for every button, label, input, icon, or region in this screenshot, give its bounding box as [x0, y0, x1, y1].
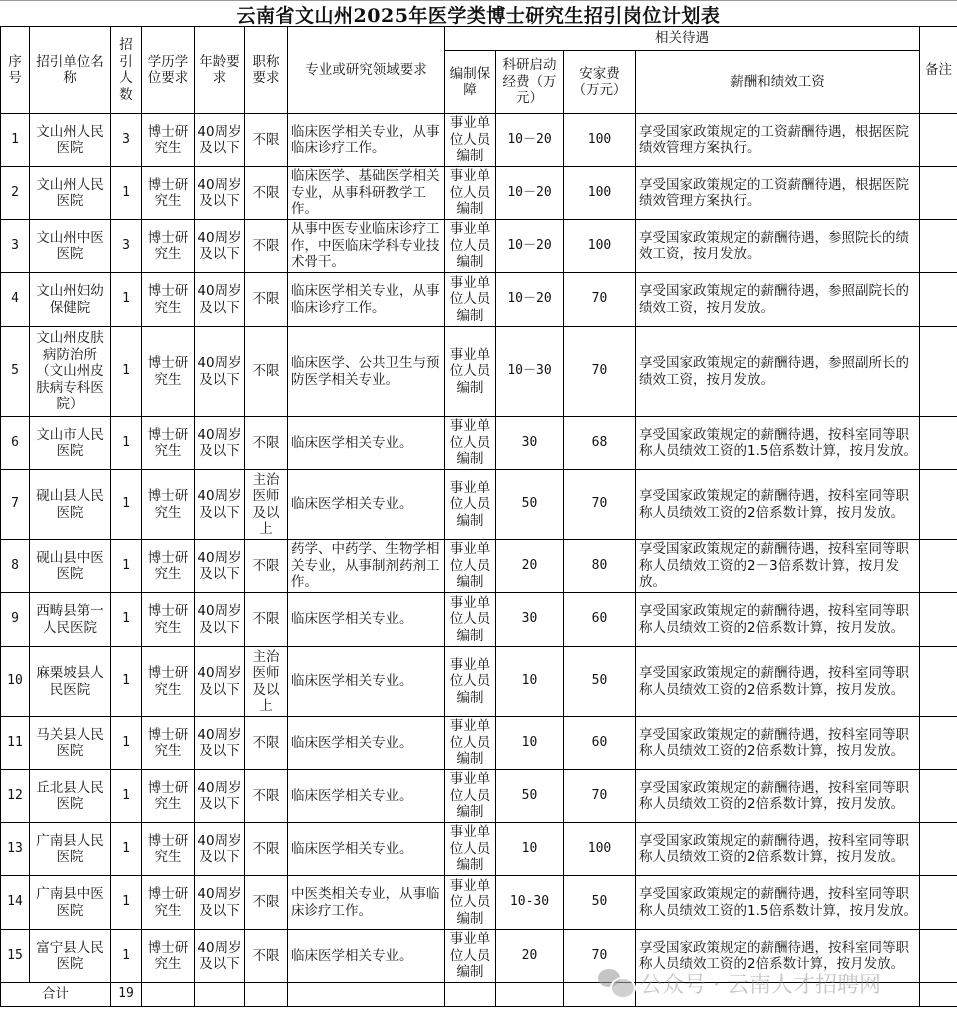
row-count: 1 [111, 823, 142, 876]
row-settle-fee: 60 [564, 593, 636, 647]
row-unit: 文山州妇幼保健院 [30, 273, 111, 327]
row-age: 40周岁及以下 [195, 647, 245, 717]
row-staffing: 事业单位人员编制 [445, 273, 496, 327]
row-degree: 博士研究生 [142, 220, 195, 273]
row-title-req: 不限 [245, 930, 288, 983]
row-settle-fee: 100 [564, 823, 636, 876]
row-research-fund: 50 [496, 470, 564, 540]
row-title-req: 不限 [245, 417, 288, 470]
row-major: 临床医学相关专业。 [288, 593, 445, 647]
row-salary: 享受国家政策规定的薪酬待遇，按科室同等职称人员绩效工资的2－3倍系数计算，按月发放。 [636, 540, 920, 593]
row-salary: 享受国家政策规定的工资薪酬待遇，根据医院绩效管理方案执行。 [636, 167, 920, 220]
header-unit: 招引单位名称 [30, 27, 111, 114]
row-seq: 3 [1, 220, 30, 273]
table-row [1, 647, 957, 717]
row-major: 中医类相关专业，从事临床诊疗工作。 [288, 876, 445, 930]
table-body [1, 114, 957, 983]
row-major: 临床医学相关专业，从事临床诊疗工作。 [288, 114, 445, 167]
row-major: 临床医学相关专业，从事临床诊疗工作。 [288, 273, 445, 327]
row-seq: 14 [1, 876, 30, 930]
row-unit: 马关县人民医院 [30, 717, 111, 770]
row-title-req: 不限 [245, 717, 288, 770]
table-row [1, 717, 957, 770]
row-count: 1 [111, 593, 142, 647]
row-age: 40周岁及以下 [195, 114, 245, 167]
row-remarks [920, 647, 957, 717]
row-remarks [920, 930, 957, 983]
row-settle-fee: 50 [564, 876, 636, 930]
row-title-req: 不限 [245, 273, 288, 327]
row-research-fund: 10 [496, 717, 564, 770]
row-count: 1 [111, 717, 142, 770]
row-degree: 博士研究生 [142, 717, 195, 770]
row-count: 1 [111, 876, 142, 930]
row-remarks [920, 540, 957, 593]
row-age: 40周岁及以下 [195, 876, 245, 930]
row-age: 40周岁及以下 [195, 823, 245, 876]
row-staffing: 事业单位人员编制 [445, 327, 496, 417]
table-row [1, 770, 957, 823]
row-age: 40周岁及以下 [195, 930, 245, 983]
row-degree: 博士研究生 [142, 417, 195, 470]
row-settle-fee: 70 [564, 770, 636, 823]
row-major: 临床医学相关专业。 [288, 470, 445, 540]
row-unit: 文山州皮肤病防治所（文山州皮肤病专科医院） [30, 327, 111, 417]
row-staffing: 事业单位人员编制 [445, 770, 496, 823]
row-age: 40周岁及以下 [195, 327, 245, 417]
row-salary: 享受国家政策规定的薪酬待遇，参照院长的绩效工资，按月发放。 [636, 220, 920, 273]
row-staffing: 事业单位人员编制 [445, 593, 496, 647]
row-remarks [920, 593, 957, 647]
row-remarks [920, 114, 957, 167]
header-seq: 序号 [1, 27, 30, 114]
row-seq: 4 [1, 273, 30, 327]
row-unit: 砚山县人民医院 [30, 470, 111, 540]
row-unit: 文山州中医医院 [30, 220, 111, 273]
header-age: 年龄要求 [195, 27, 245, 114]
header-title-req: 职称要求 [245, 27, 288, 114]
row-salary: 享受国家政策规定的薪酬待遇，按科室同等职称人员绩效工资的2倍系数计算，按月发放。 [636, 770, 920, 823]
row-research-fund: 50 [496, 770, 564, 823]
row-remarks [920, 220, 957, 273]
row-settle-fee: 60 [564, 717, 636, 770]
row-staffing: 事业单位人员编制 [445, 114, 496, 167]
row-salary: 享受国家政策规定的薪酬待遇，按科室同等职称人员绩效工资的2倍系数计算，按月发放。 [636, 823, 920, 876]
row-seq: 8 [1, 540, 30, 593]
row-salary: 享受国家政策规定的薪酬待遇，按科室同等职称人员绩效工资的1.5倍系数计算，按月发放。 [636, 417, 920, 470]
row-research-fund: 10 [496, 823, 564, 876]
row-title-req: 主治医师及以上 [245, 647, 288, 717]
row-unit: 文山州人民医院 [30, 167, 111, 220]
row-seq: 5 [1, 327, 30, 417]
row-settle-fee: 80 [564, 540, 636, 593]
row-age: 40周岁及以下 [195, 470, 245, 540]
row-seq: 2 [1, 167, 30, 220]
row-salary: 享受国家政策规定的薪酬待遇，参照副院长的绩效工资，按月发放。 [636, 273, 920, 327]
row-settle-fee: 70 [564, 327, 636, 417]
row-degree: 博士研究生 [142, 876, 195, 930]
row-staffing: 事业单位人员编制 [445, 647, 496, 717]
table-row [1, 417, 957, 470]
row-settle-fee: 70 [564, 470, 636, 540]
header-staffing: 编制保障 [445, 51, 496, 114]
row-major: 临床医学相关专业。 [288, 823, 445, 876]
row-remarks [920, 167, 957, 220]
row-salary: 享受国家政策规定的薪酬待遇，按科室同等职称人员绩效工资的2倍系数计算，按月发放。 [636, 930, 920, 983]
total-count: 19 [111, 983, 142, 1007]
row-research-fund: 10－30 [496, 327, 564, 417]
row-unit: 富宁县人民医院 [30, 930, 111, 983]
row-degree: 博士研究生 [142, 770, 195, 823]
row-age: 40周岁及以下 [195, 167, 245, 220]
document-title: 云南省文山州2025年医学类博士研究生招引岗位计划表 [0, 0, 957, 27]
row-degree: 博士研究生 [142, 470, 195, 540]
row-count: 3 [111, 220, 142, 273]
row-age: 40周岁及以下 [195, 417, 245, 470]
row-remarks [920, 770, 957, 823]
row-major: 临床医学相关专业。 [288, 930, 445, 983]
row-degree: 博士研究生 [142, 823, 195, 876]
row-unit: 广南县中医医院 [30, 876, 111, 930]
row-remarks [920, 417, 957, 470]
row-unit: 文山市人民医院 [30, 417, 111, 470]
row-title-req: 不限 [245, 167, 288, 220]
row-seq: 9 [1, 593, 30, 647]
row-age: 40周岁及以下 [195, 593, 245, 647]
row-major: 临床医学相关专业。 [288, 717, 445, 770]
row-research-fund: 30 [496, 593, 564, 647]
row-remarks [920, 717, 957, 770]
row-settle-fee: 70 [564, 273, 636, 327]
row-remarks [920, 470, 957, 540]
row-major: 临床医学相关专业。 [288, 417, 445, 470]
table-row [1, 273, 957, 327]
row-count: 1 [111, 273, 142, 327]
table-row [1, 220, 957, 273]
row-count: 1 [111, 327, 142, 417]
table-row [1, 327, 957, 417]
row-settle-fee: 70 [564, 930, 636, 983]
row-degree: 博士研究生 [142, 647, 195, 717]
row-age: 40周岁及以下 [195, 770, 245, 823]
table-row [1, 823, 957, 876]
row-seq: 1 [1, 114, 30, 167]
header-major: 专业或研究领域要求 [288, 27, 445, 114]
row-major: 临床医学、基础医学相关专业，从事科研教学工作。 [288, 167, 445, 220]
row-settle-fee: 50 [564, 647, 636, 717]
header-degree: 学历学位要求 [142, 27, 195, 114]
row-salary: 享受国家政策规定的工资薪酬待遇，根据医院绩效管理方案执行。 [636, 114, 920, 167]
row-title-req: 主治医师及以上 [245, 470, 288, 540]
row-salary: 享受国家政策规定的薪酬待遇，按科室同等职称人员绩效工资的1.5倍系数计算，按月发放。 [636, 876, 920, 930]
row-unit: 麻栗坡县人民医院 [30, 647, 111, 717]
row-staffing: 事业单位人员编制 [445, 417, 496, 470]
table-row [1, 540, 957, 593]
row-age: 40周岁及以下 [195, 540, 245, 593]
row-unit: 广南县人民医院 [30, 823, 111, 876]
table-row [1, 167, 957, 220]
row-remarks [920, 823, 957, 876]
row-seq: 12 [1, 770, 30, 823]
row-settle-fee: 68 [564, 417, 636, 470]
row-age: 40周岁及以下 [195, 717, 245, 770]
row-salary: 享受国家政策规定的薪酬待遇，按科室同等职称人员绩效工资的2倍系数计算，按月发放。 [636, 470, 920, 540]
row-salary: 享受国家政策规定的薪酬待遇，参照副所长的绩效工资，按月发放。 [636, 327, 920, 417]
row-count: 1 [111, 540, 142, 593]
row-staffing: 事业单位人员编制 [445, 930, 496, 983]
row-remarks [920, 273, 957, 327]
row-staffing: 事业单位人员编制 [445, 470, 496, 540]
table-row [1, 114, 957, 167]
row-staffing: 事业单位人员编制 [445, 717, 496, 770]
row-count: 1 [111, 770, 142, 823]
row-title-req: 不限 [245, 876, 288, 930]
header-research-fund: 科研启动经费（万元） [496, 51, 564, 114]
row-title-req: 不限 [245, 823, 288, 876]
row-degree: 博士研究生 [142, 540, 195, 593]
row-age: 40周岁及以下 [195, 273, 245, 327]
row-seq: 15 [1, 930, 30, 983]
table-row [1, 876, 957, 930]
header-salary: 薪酬和绩效工资 [636, 51, 920, 114]
row-staffing: 事业单位人员编制 [445, 540, 496, 593]
row-remarks [920, 876, 957, 930]
row-research-fund: 10－20 [496, 220, 564, 273]
row-salary: 享受国家政策规定的薪酬待遇，按科室同等职称人员绩效工资的2倍系数计算，按月发放。 [636, 717, 920, 770]
row-major: 临床医学相关专业。 [288, 770, 445, 823]
row-count: 3 [111, 114, 142, 167]
row-remarks [920, 327, 957, 417]
row-title-req: 不限 [245, 114, 288, 167]
row-degree: 博士研究生 [142, 593, 195, 647]
header-settle-fee: 安家费（万元） [564, 51, 636, 114]
row-salary: 享受国家政策规定的薪酬待遇，按科室同等职称人员绩效工资的2倍系数计算，按月发放。 [636, 593, 920, 647]
header-remarks: 备注 [920, 27, 957, 114]
table-row [1, 930, 957, 983]
row-title-req: 不限 [245, 770, 288, 823]
row-research-fund: 10－20 [496, 167, 564, 220]
row-settle-fee: 100 [564, 220, 636, 273]
row-staffing: 事业单位人员编制 [445, 823, 496, 876]
row-count: 1 [111, 470, 142, 540]
row-degree: 博士研究生 [142, 273, 195, 327]
row-major: 从事中医专业临床诊疗工作，中医临床学科专业技术骨干。 [288, 220, 445, 273]
row-degree: 博士研究生 [142, 327, 195, 417]
row-degree: 博士研究生 [142, 114, 195, 167]
watermark-text: 公众号 · 云南人才招聘网 [640, 972, 881, 998]
row-settle-fee: 100 [564, 167, 636, 220]
row-settle-fee: 100 [564, 114, 636, 167]
row-research-fund: 30 [496, 417, 564, 470]
row-title-req: 不限 [245, 540, 288, 593]
row-major: 临床医学相关专业。 [288, 647, 445, 717]
row-major: 临床医学、公共卫生与预防医学相关专业。 [288, 327, 445, 417]
row-count: 1 [111, 167, 142, 220]
row-degree: 博士研究生 [142, 930, 195, 983]
table-row [1, 593, 957, 647]
row-count: 1 [111, 417, 142, 470]
row-seq: 13 [1, 823, 30, 876]
row-unit: 砚山县中医医院 [30, 540, 111, 593]
row-research-fund: 10－20 [496, 273, 564, 327]
header-count: 招引人数 [111, 27, 142, 114]
row-count: 1 [111, 647, 142, 717]
row-seq: 10 [1, 647, 30, 717]
row-salary: 享受国家政策规定的薪酬待遇，按科室同等职称人员绩效工资的2倍系数计算，按月发放。 [636, 647, 920, 717]
row-unit: 文山州人民医院 [30, 114, 111, 167]
row-research-fund: 20 [496, 540, 564, 593]
table-row [1, 470, 957, 540]
row-unit: 丘北县人民医院 [30, 770, 111, 823]
row-major: 药学、中药学、生物学相关专业，从事制剂药剂工作。 [288, 540, 445, 593]
row-research-fund: 10-30 [496, 876, 564, 930]
row-age: 40周岁及以下 [195, 220, 245, 273]
row-research-fund: 20 [496, 930, 564, 983]
row-seq: 11 [1, 717, 30, 770]
row-degree: 博士研究生 [142, 167, 195, 220]
header-benefits-group: 相关待遇 [445, 27, 920, 51]
recruitment-plan-table [0, 26, 957, 1007]
row-title-req: 不限 [245, 220, 288, 273]
row-title-req: 不限 [245, 593, 288, 647]
row-staffing: 事业单位人员编制 [445, 876, 496, 930]
row-count: 1 [111, 930, 142, 983]
total-label: 合计 [1, 983, 111, 1007]
row-research-fund: 10 [496, 647, 564, 717]
row-seq: 6 [1, 417, 30, 470]
total-row [1, 983, 957, 1007]
row-title-req: 不限 [245, 327, 288, 417]
row-staffing: 事业单位人员编制 [445, 220, 496, 273]
row-unit: 西畴县第一人民医院 [30, 593, 111, 647]
row-seq: 7 [1, 470, 30, 540]
row-research-fund: 10－20 [496, 114, 564, 167]
row-staffing: 事业单位人员编制 [445, 167, 496, 220]
